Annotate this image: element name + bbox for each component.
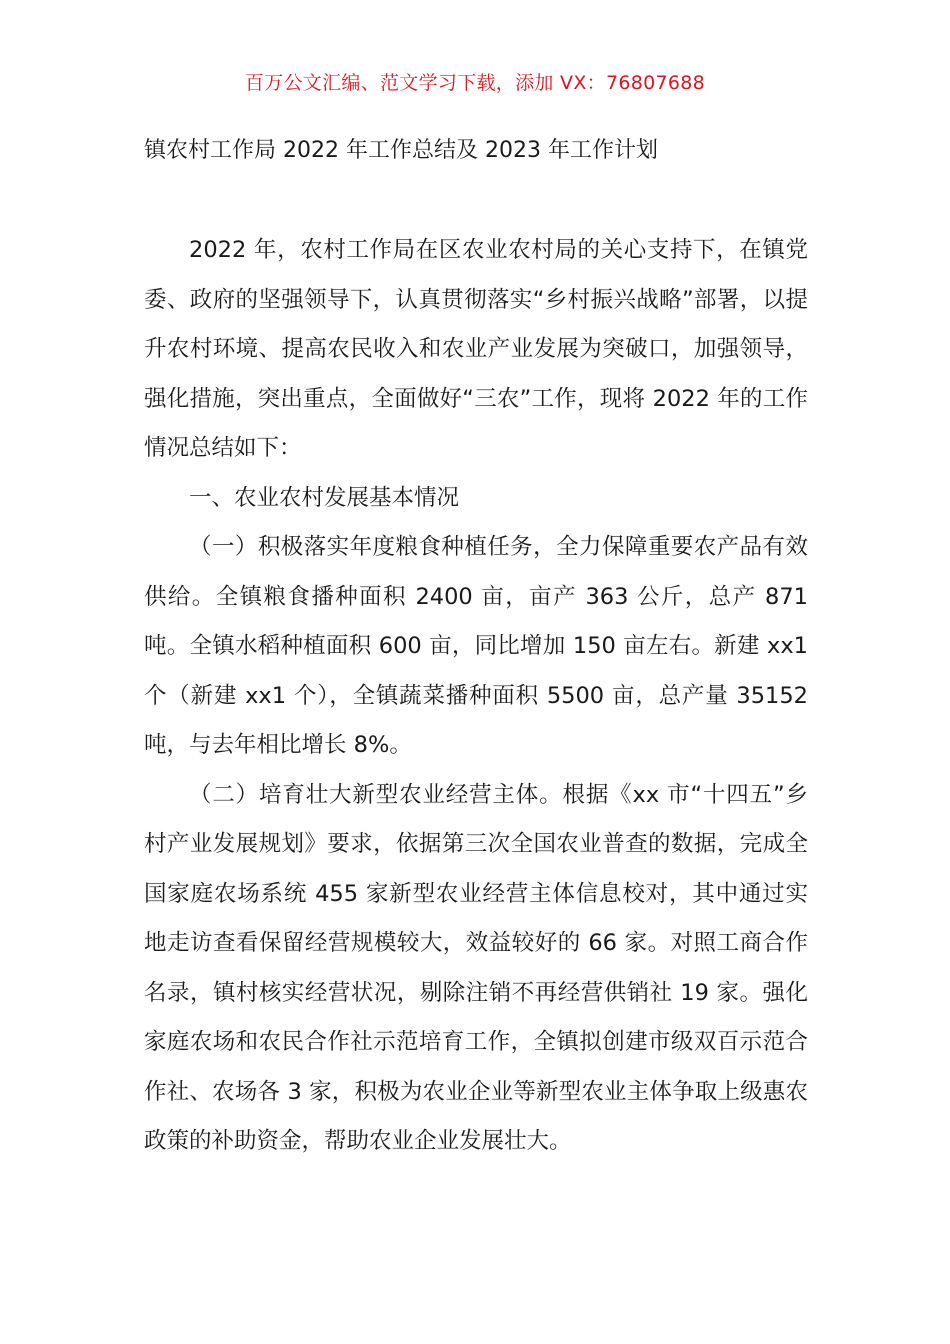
paragraph-agri-entities: （二）培育壮大新型农业经营主体。根据《xx 市“十四五”乡村产业发展规划》要求，依据第三次全国农业普查的数据，完成全国家庭农场系统 455 家新型农业经营主体信息校对，其中通过实地走访查看保留经营规模较大，效益较好的 66 家。对照工商合作名录，镇村核实经营状况，剔除注销不再经营供销社 19 家。强化家庭农场和农民合作社示范培育工作，全镇拟创建市级双百示范合作社、农场各 3 家，积极为农业企业等新型农业主体争取上级惠农政策的补助资金，帮助农业企业发展壮大。 xyxy=(144,781,808,1154)
document-title: 镇农村工作局 2022 年工作总结及 2023 年工作计划 xyxy=(144,138,658,163)
paragraph-grain: （一）积极落实年度粮食种植任务，全力保障重要农产品有效供给。全镇粮食播种面积 2400 亩，亩产 363 公斤，总产 871 吨。全镇水稻种植面积 600 亩，同比增加 150 亩左右。新建 xx1 个（新建 xx1 个），全镇蔬菜播种面积 5500 亩，总产量 35152 吨，与去年相比增长 8%。 xyxy=(144,534,808,758)
watermark-banner: 百万公文汇编、范文学习下载，添加 VX：76807688 xyxy=(244,72,706,94)
section-heading-1: 一、农业农村发展基本情况 xyxy=(189,484,460,511)
paragraph-intro: 2022 年，农村工作局在区农业农村局的关心支持下，在镇党委、政府的坚强领导下，认真贯彻落实“乡村振兴战略”部署，以提升农村环境、提高农民收入和农业产业发展为突破口，加强领导，强化措施，突出重点，全面做好“三农”工作，现将 2022 年的工作情况总结如下： xyxy=(144,237,808,461)
document-body xyxy=(144,226,808,1167)
